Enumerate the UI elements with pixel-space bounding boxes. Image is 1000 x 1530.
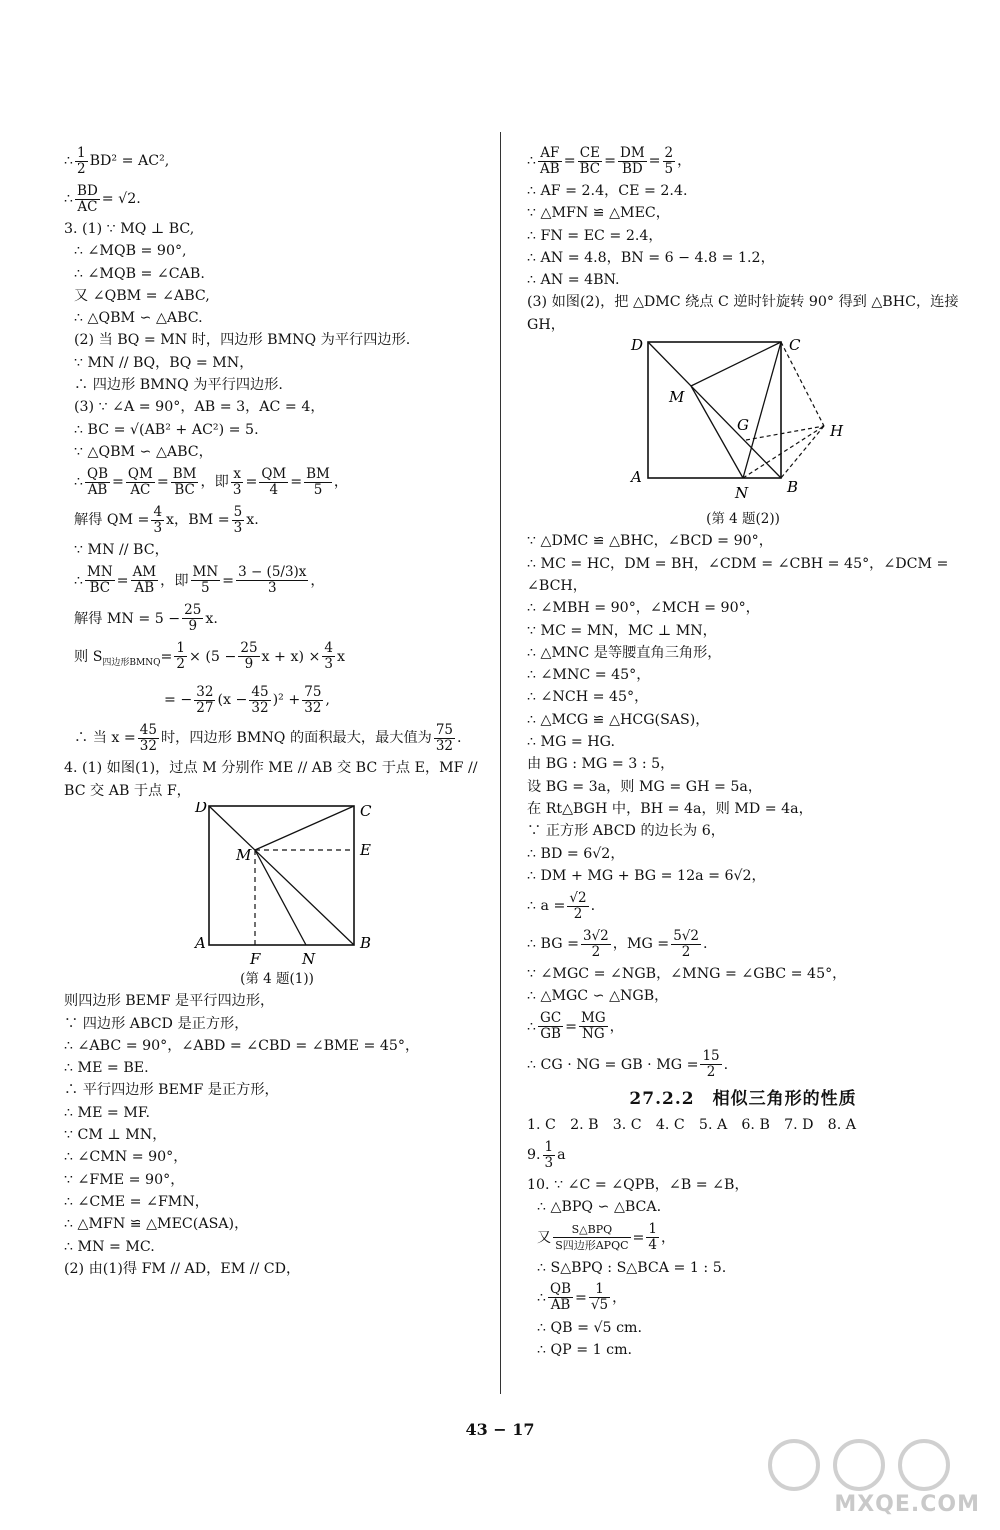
text-line: ∴ BC = √(AB² + AC²) = 5. bbox=[74, 421, 259, 438]
text-line: ∴ BG = $\frac{3√2}{2}$ ，MG = $\frac{5√2}{2}$ . bbox=[527, 927, 708, 960]
fraction: $\frac{QM}{AC}$ bbox=[127, 465, 153, 498]
text-line: ∵ 正方形 ABCD 的边长为 6， bbox=[527, 823, 725, 840]
diagonal-db bbox=[209, 806, 354, 945]
left-column bbox=[64, 142, 490, 1280]
fraction: $\frac{25}{9}$ bbox=[184, 602, 202, 635]
text-line: ∵ MC = MN，MC ⊥ MN， bbox=[527, 622, 717, 639]
text-line: ∴ ∠CMN = 90°， bbox=[64, 1149, 188, 1166]
text-line: ∴ ∠ABC = 90°，∠ABD = ∠CBD = ∠BME = 45°， bbox=[64, 1037, 420, 1054]
segment-ch bbox=[781, 342, 824, 426]
right-column bbox=[527, 142, 959, 1362]
text-line: ∴ ME = BE. bbox=[64, 1060, 149, 1077]
figure-2-caption: (第 4 题(2)) bbox=[706, 511, 780, 528]
text-line: 3. (1) ∵ MQ ⊥ BC, bbox=[64, 221, 195, 237]
fraction: $\frac{4}{3}$ bbox=[153, 503, 163, 536]
fraction: $\frac{1}{3}$ bbox=[544, 1138, 554, 1171]
fraction: $\frac{MN}{BC}$ bbox=[87, 564, 113, 597]
text-line: ∵ △DMC ≌ △BHC，∠BCD = 90°， bbox=[527, 533, 773, 550]
text-line: (2) 当 BQ = MN 时，四边形 BMNQ 为平行四边形. bbox=[74, 332, 411, 349]
text-line: ∴ 四边形 BMNQ 为平行四边形. bbox=[74, 377, 283, 394]
fraction: $\frac{75}{32}$ bbox=[435, 721, 454, 754]
watermark-icon bbox=[764, 1435, 984, 1495]
fraction: $\frac{32}{27}$ bbox=[196, 683, 214, 716]
text-line: ∴ 当 x = $\frac{45}{32}$ 时，四边形 BMNQ 的面积最大，最大值为 $\frac{75}{32}$ . bbox=[74, 721, 462, 754]
text-line: ∴ ∠NCH = 45°， bbox=[527, 689, 649, 706]
fraction: $\frac{3 - (5/3)x}{3}$ bbox=[238, 564, 307, 597]
text-line: 又 $\frac{\text{S△BPQ}}{\text{S四边形APQC}}$ = $\frac{1}{4}$ ， bbox=[537, 1221, 676, 1254]
fraction: $\frac{AM}{AB}$ bbox=[132, 564, 157, 597]
fraction: $\frac{25}{9}$ bbox=[240, 640, 258, 673]
text-line: ∴ △BPQ ∽ △BCA. bbox=[537, 1199, 662, 1216]
text-line: ∴ FN = EC = 2.4， bbox=[527, 227, 663, 244]
label-n: N bbox=[735, 484, 749, 503]
text-line: ∴ MG = HG. bbox=[527, 734, 616, 751]
text-line: 4. (1) 如图(1)，过点 M 分别作 ME // AB 交 BC 于点 E，MF // BC 交 AB 于点 F， bbox=[64, 760, 478, 799]
text-line: ∴ $\frac{1}{2}$ BD² = AC², bbox=[64, 144, 170, 177]
text-line: ∵ △QBM ∽ △ABC， bbox=[74, 443, 213, 460]
text-line: 设 BG = 3a，则 MG = GH = 5a， bbox=[527, 778, 763, 795]
fraction: $\frac{MN}{5}$ bbox=[192, 564, 219, 597]
column-divider bbox=[500, 132, 501, 1394]
text-line: 又 ∠QBM = ∠ABC, bbox=[74, 287, 210, 304]
text-line: ∴ $\frac{GC}{GB}$ = $\frac{MG}{NG}$ ， bbox=[527, 1010, 624, 1043]
fraction: $\frac{CE}{BC}$ bbox=[579, 144, 601, 177]
label-h: H bbox=[830, 422, 844, 441]
text-line: ∴ $\frac{AF}{AB}$ = $\frac{CE}{BC}$ = $\frac{DM}{BD}$ = $\frac{2}{5}$ ， bbox=[527, 144, 692, 177]
text-line: (3) 如图(2)，把 △DMC 绕点 C 逆时针旋转 90° 得到 △BHC，连接 GH， bbox=[527, 294, 959, 333]
figure-1-caption: (第 4 题(1)) bbox=[240, 970, 314, 987]
text-line: ∴ △QBM ∽ △ABC. bbox=[74, 310, 203, 327]
fraction: $\frac{1}{√5}$ bbox=[590, 1281, 609, 1314]
fraction: $\frac{5}{3}$ bbox=[233, 503, 243, 536]
text-line: ∴ $\frac{QB}{AB}$ = $\frac{1}{√5}$ ， bbox=[537, 1281, 627, 1314]
text-line: ∴ a = $\frac{√2}{2}$ . bbox=[527, 889, 596, 922]
label-a: A bbox=[631, 468, 642, 487]
diagonal-db bbox=[648, 342, 781, 478]
fraction: $\frac{3√2}{2}$ bbox=[582, 927, 609, 960]
text-line: ∴ AF = 2.4，CE = 2.4. bbox=[527, 183, 688, 199]
figure-1 bbox=[64, 802, 490, 968]
text-line: 10. ∵ ∠C = ∠QPB，∠B = ∠B， bbox=[527, 1177, 749, 1194]
text-line: 9. $\frac{1}{3}$ a bbox=[527, 1138, 566, 1171]
label-n: N bbox=[302, 949, 316, 968]
segment-gh bbox=[746, 426, 824, 440]
label-d: D bbox=[631, 336, 644, 355]
fraction: $\frac{DM}{BD}$ bbox=[620, 144, 645, 177]
fraction: $\frac{QM}{4}$ bbox=[261, 465, 287, 498]
text-line: (3) ∵ ∠A = 90°，AB = 3，AC = 4， bbox=[74, 399, 325, 416]
fraction: $\frac{45}{32}$ bbox=[139, 721, 157, 754]
text-line: (2) 由(1)得 FM // AD，EM // CD， bbox=[64, 1260, 301, 1277]
label-m: M bbox=[236, 845, 252, 864]
text-line: ∴ ME = MF. bbox=[64, 1104, 150, 1121]
text-line: 解得 QM = $\frac{4}{3}$ x，BM = $\frac{5}{3}$ x. bbox=[74, 503, 259, 536]
fraction: $\frac{1}{2}$ bbox=[77, 144, 86, 177]
text-line: ∵ MN // BQ，BQ = MN， bbox=[74, 354, 254, 371]
text-line: ∵ 四边形 ABCD 是正方形， bbox=[64, 1015, 249, 1032]
fraction: $\frac{AF}{AB}$ bbox=[540, 144, 560, 177]
label-f: F bbox=[250, 949, 261, 968]
text-line: 解得 MN = 5 − $\frac{25}{9}$ x. bbox=[74, 602, 218, 635]
text-line: ∴ $\frac{QB}{AB}$ = $\frac{QM}{AC}$ = $\frac{BM}{BC}$ ，即 $\frac{x}{3}$ = $\frac{QM}{4}$ = $\frac{BM}{5}$ ， bbox=[74, 465, 349, 498]
text-line: ∴ ∠CME = ∠FMN， bbox=[64, 1193, 209, 1210]
text-line: ∴ 平行四边形 BEMF 是正方形， bbox=[64, 1082, 279, 1099]
text-line: ∴ △MNC 是等腰直角三角形， bbox=[527, 644, 722, 661]
label-c: C bbox=[789, 336, 801, 355]
text-line: ∴ ∠MQB = 90°, bbox=[74, 243, 187, 260]
segment-mc bbox=[691, 342, 781, 386]
text-line: ∴ $\frac{BD}{AC}$ = √2. bbox=[64, 182, 141, 215]
page-number: 43 − 17 bbox=[465, 1420, 535, 1439]
label-d: D bbox=[195, 801, 208, 816]
text-line: 由 BG : MG = 3 : 5， bbox=[527, 756, 675, 773]
text-line: = − $\frac{32}{27}$ (x − $\frac{45}{32}$ )² + $\frac{75}{32}$ , bbox=[164, 683, 330, 716]
text-line: ∴ ∠MNC = 45°， bbox=[527, 667, 651, 684]
fraction: $\frac{45}{32}$ bbox=[251, 683, 269, 716]
fraction: $\frac{\text{S△BPQ}}{\text{S四边形APQC}}$ bbox=[555, 1223, 629, 1253]
fraction: $\frac{1}{4}$ bbox=[648, 1221, 658, 1254]
fraction: $\frac{GC}{GB}$ bbox=[540, 1010, 562, 1043]
fraction: $\frac{1}{2}$ bbox=[176, 640, 185, 673]
fraction: $\frac{QB}{AB}$ bbox=[550, 1281, 572, 1314]
fraction: $\frac{√2}{2}$ bbox=[569, 889, 587, 922]
fraction: $\frac{BM}{5}$ bbox=[306, 465, 330, 498]
label-a: A bbox=[195, 933, 206, 952]
fraction: $\frac{MG}{NG}$ bbox=[581, 1010, 606, 1043]
fraction: $\frac{BD}{AC}$ bbox=[77, 182, 98, 215]
text-line: ∴ △MGC ∽ △NGB， bbox=[527, 988, 669, 1005]
segment-mn bbox=[255, 850, 306, 945]
text-line: ∴ BD = 6√2， bbox=[527, 845, 625, 862]
fraction: $\frac{15}{2}$ bbox=[702, 1048, 720, 1081]
fraction: $\frac{5√2}{2}$ bbox=[673, 927, 699, 960]
fraction: $\frac{2}{5}$ bbox=[664, 144, 674, 177]
text-line: ∴ MN = MC. bbox=[64, 1238, 155, 1255]
text-line: 则 $S_{四边形BMNQ}=$ $\frac{1}{2}$ × (5 − $\frac{25}{9}$ x + x) × $\frac{4}{3}$ x bbox=[74, 640, 345, 673]
text-line: ∴ S△BPQ : S△BCA = 1 : 5. bbox=[537, 1259, 727, 1276]
text-line: ∴ △MFN ≌ △MEC(ASA)， bbox=[64, 1216, 249, 1233]
segment-hb bbox=[781, 426, 824, 478]
text-line: ∴ CG · NG = GB · MG = $\frac{15}{2}$ . bbox=[527, 1048, 729, 1081]
text-line: ∵ ∠MGC = ∠NGB，∠MNG = ∠GBC = 45°， bbox=[527, 966, 847, 983]
text-line: ∴ QP = 1 cm. bbox=[537, 1342, 633, 1359]
label-g: G bbox=[737, 416, 749, 435]
watermark-logo bbox=[764, 1435, 984, 1521]
text-line: ∴ MC = HC，DM = BH，∠CDM = ∠CBH = 45°，∠DCM = ∠BCH， bbox=[527, 555, 949, 594]
text-line: ∴ $\frac{MN}{BC}$ = $\frac{AM}{AB}$ ，即 $\frac{MN}{5}$ = $\frac{3 - (5/3)x}{3}$ ， bbox=[74, 564, 325, 597]
label-b: B bbox=[787, 478, 799, 497]
text-line: ∵ CM ⊥ MN， bbox=[64, 1127, 167, 1144]
text-line: 在 Rt△BGH 中，BH = 4a，则 MD = 4a， bbox=[527, 800, 813, 817]
figure-2 bbox=[527, 336, 959, 508]
segment-mc bbox=[255, 806, 354, 850]
section-title: 27.2.2 相似三角形的性质 bbox=[629, 1088, 857, 1109]
fraction: $\frac{x}{3}$ bbox=[232, 465, 242, 498]
text-line: ∴ ∠MBH = 90°，∠MCH = 90°， bbox=[527, 600, 760, 617]
fraction: $\frac{75}{32}$ bbox=[304, 683, 322, 716]
text-line: ∵ △MFN ≌ △MEC， bbox=[527, 205, 670, 222]
text-line: ∴ AN = 4.8，BN = 6 − 4.8 = 1.2， bbox=[527, 249, 775, 266]
label-c: C bbox=[360, 801, 372, 820]
watermark-text: MXQE.COM bbox=[834, 1492, 980, 1517]
text-line: ∴ AN = 4BN. bbox=[527, 272, 620, 289]
text-line: ∴ QB = √5 cm. bbox=[537, 1319, 642, 1336]
label-m: M bbox=[669, 388, 685, 407]
fraction: $\frac{BM}{BC}$ bbox=[172, 465, 197, 498]
text-line: ∴ △MCG ≌ △HCG(SAS)， bbox=[527, 711, 710, 728]
fraction: $\frac{4}{3}$ bbox=[324, 640, 333, 673]
text-line: ∴ DM + MG + BG = 12a = 6√2， bbox=[527, 867, 766, 884]
text-line: 则四边形 BEMF 是平行四边形， bbox=[64, 993, 275, 1010]
fraction: $\frac{QB}{AB}$ bbox=[87, 465, 109, 498]
label-e: E bbox=[360, 840, 371, 859]
text-line: ∵ MN // BC， bbox=[74, 542, 169, 559]
text-line: ∵ ∠FME = 90°， bbox=[64, 1171, 185, 1188]
text-line: 1. C 2. B 3. C 4. C 5. A 6. B 7. D 8. A bbox=[527, 1116, 856, 1133]
text-line: ∴ ∠MQB = ∠CAB. bbox=[74, 265, 205, 282]
label-b: B bbox=[360, 933, 372, 952]
